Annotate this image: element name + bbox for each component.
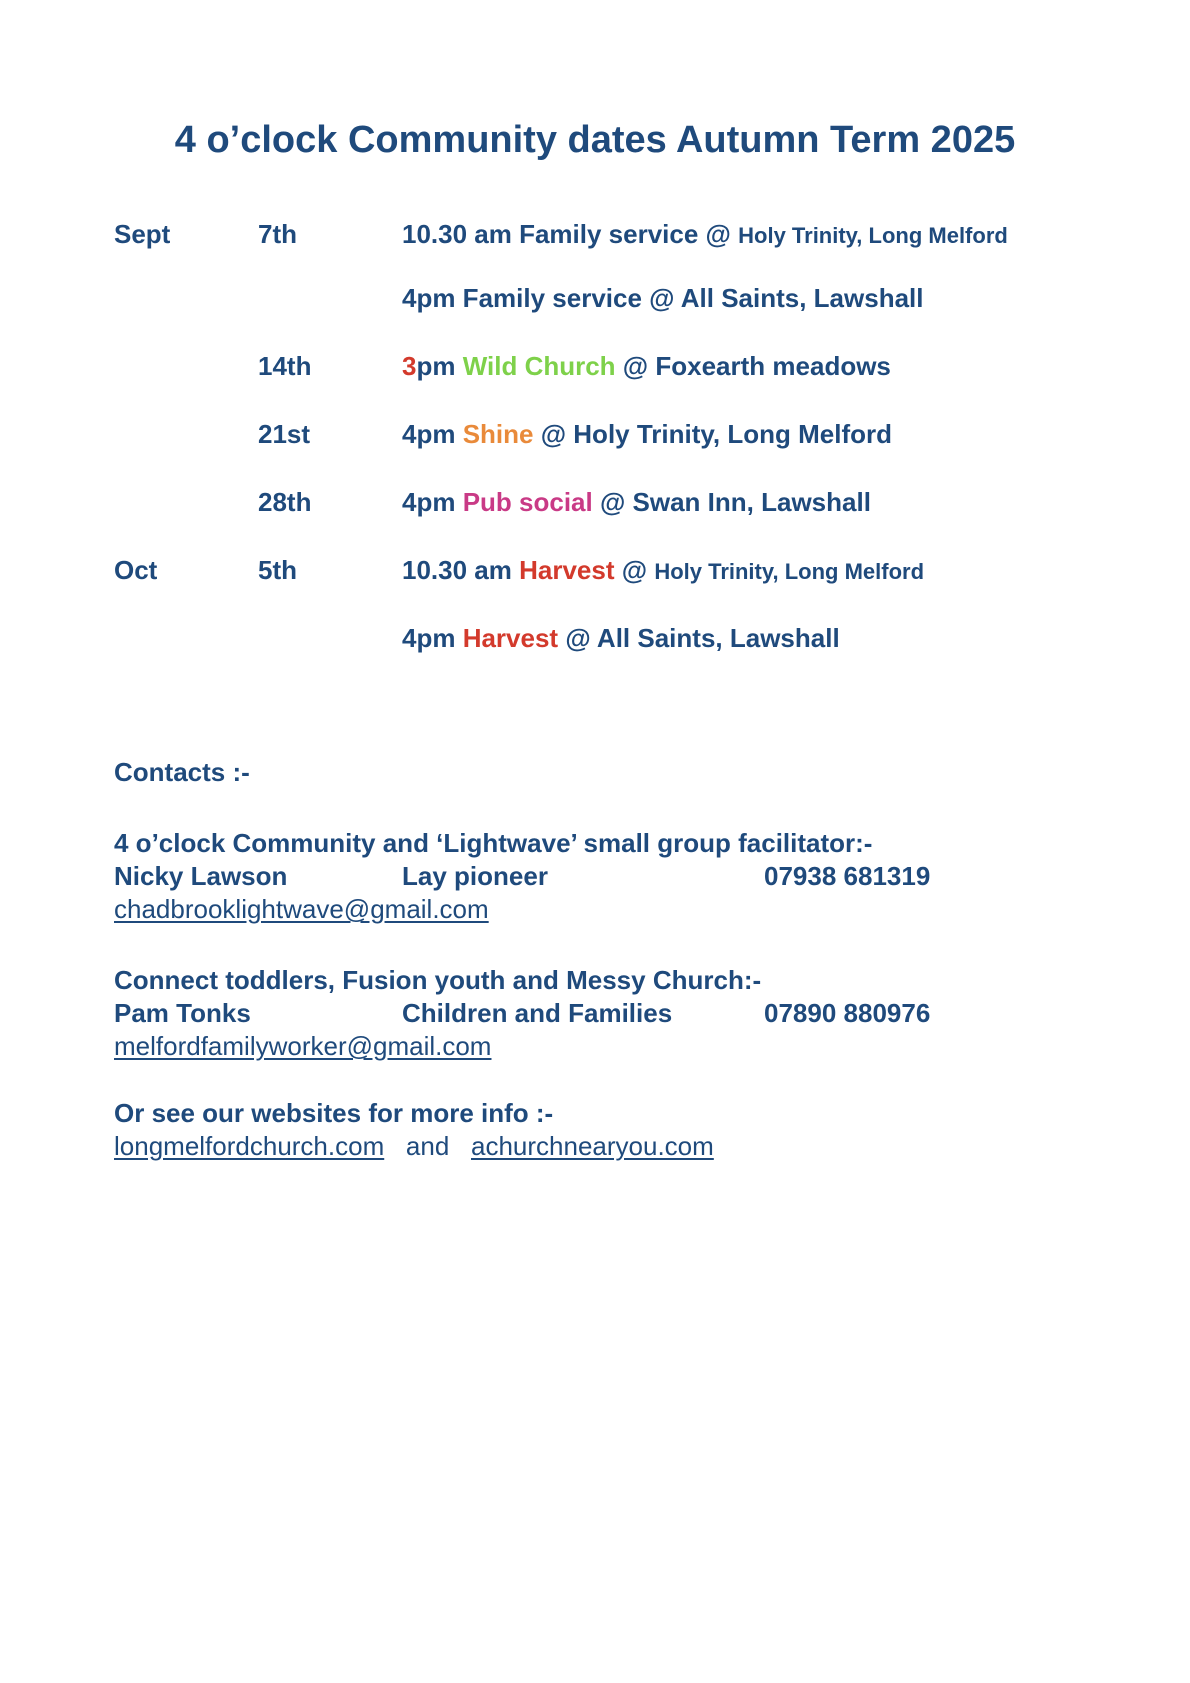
contact-name: Pam Tonks xyxy=(114,998,251,1028)
families-email-link[interactable]: melfordfamilyworker@gmail.com xyxy=(114,1031,492,1061)
day-label: 14th xyxy=(258,351,312,381)
event-at: @ xyxy=(614,555,655,585)
websites-heading: Or see our websites for more info :- xyxy=(114,1098,554,1128)
event-time-type: 10.30 am Family service @ xyxy=(402,219,739,249)
event-text xyxy=(402,414,892,454)
contact-phone: 07890 880976 xyxy=(764,998,931,1028)
websites-joiner xyxy=(391,1131,463,1161)
event-type-wild-church: Wild Church xyxy=(462,351,616,381)
event-hour: 3 xyxy=(402,351,417,381)
lightwave-contact-row xyxy=(114,860,1114,893)
event-text xyxy=(402,550,924,592)
event-time-suffix: pm xyxy=(416,351,463,381)
lightwave-email-link[interactable]: chadbrooklightwave@gmail.com xyxy=(114,894,489,924)
event-time: 4pm xyxy=(402,419,463,449)
event-type-harvest: Harvest xyxy=(462,623,559,653)
day-label: 5th xyxy=(258,555,297,585)
event-time-type: 4pm Family service @ All Saints, Lawshall xyxy=(402,283,924,313)
event-type-harvest: Harvest xyxy=(519,555,615,585)
schedule-row xyxy=(114,482,1174,522)
schedule-row xyxy=(114,618,1174,658)
lightwave-email-row xyxy=(114,893,1114,926)
lightwave-role-heading: 4 o’clock Community and ‘Lightwave’ small group facilitator:- xyxy=(114,828,873,858)
event-time: 4pm xyxy=(402,623,463,653)
day-label: 7th xyxy=(258,219,297,249)
page-title: 4 o’clock Community dates Autumn Term 2025 xyxy=(174,119,1016,161)
event-text xyxy=(402,618,840,658)
spacer xyxy=(114,789,1114,827)
month-label: Oct xyxy=(114,555,158,585)
event-text xyxy=(402,346,891,386)
families-email-row xyxy=(114,1030,1114,1063)
schedule-row xyxy=(114,414,1174,454)
schedule-row xyxy=(114,346,1174,386)
websites-row xyxy=(114,1130,1114,1163)
event-type-shine: Shine xyxy=(462,419,534,449)
longmelford-website-link[interactable]: longmelfordchurch.com xyxy=(114,1131,385,1161)
month-label: Sept xyxy=(114,219,171,249)
spacer xyxy=(114,1063,1114,1097)
event-text xyxy=(402,482,871,522)
event-venue: @ All Saints, Lawshall xyxy=(558,623,840,653)
contact-title: Children and Families xyxy=(402,998,673,1028)
families-role-heading: Connect toddlers, Fusion youth and Messy Church:- xyxy=(114,965,762,995)
event-type-pub-social: Pub social xyxy=(462,487,593,517)
joiner-text: and xyxy=(405,1131,450,1161)
spacer xyxy=(114,926,1114,964)
contacts-heading: Contacts :- xyxy=(114,757,250,787)
event-venue: @ Holy Trinity, Long Melford xyxy=(533,419,893,449)
event-time: 4pm xyxy=(402,487,463,517)
day-label: 21st xyxy=(258,419,311,449)
schedule-row xyxy=(114,278,1174,318)
schedule-row xyxy=(114,214,1174,254)
achurchnearyou-website-link[interactable]: achurchnearyou.com xyxy=(471,1131,714,1161)
event-venue: Holy Trinity, Long Melford xyxy=(738,223,1008,248)
day-label: 28th xyxy=(258,487,312,517)
families-contact-row xyxy=(114,997,1114,1030)
schedule-row xyxy=(114,550,1174,590)
event-text xyxy=(402,278,924,318)
contact-name: Nicky Lawson xyxy=(114,861,288,891)
event-venue: @ Foxearth meadows xyxy=(615,351,891,381)
event-time: 10.30 am xyxy=(402,555,520,585)
event-text xyxy=(402,214,1008,256)
contact-title: Lay pioneer xyxy=(402,861,548,891)
contact-phone: 07938 681319 xyxy=(764,861,931,891)
event-venue: Holy Trinity, Long Melford xyxy=(654,559,925,584)
event-venue: @ Swan Inn, Lawshall xyxy=(592,487,871,517)
contacts-section xyxy=(114,756,1114,1163)
